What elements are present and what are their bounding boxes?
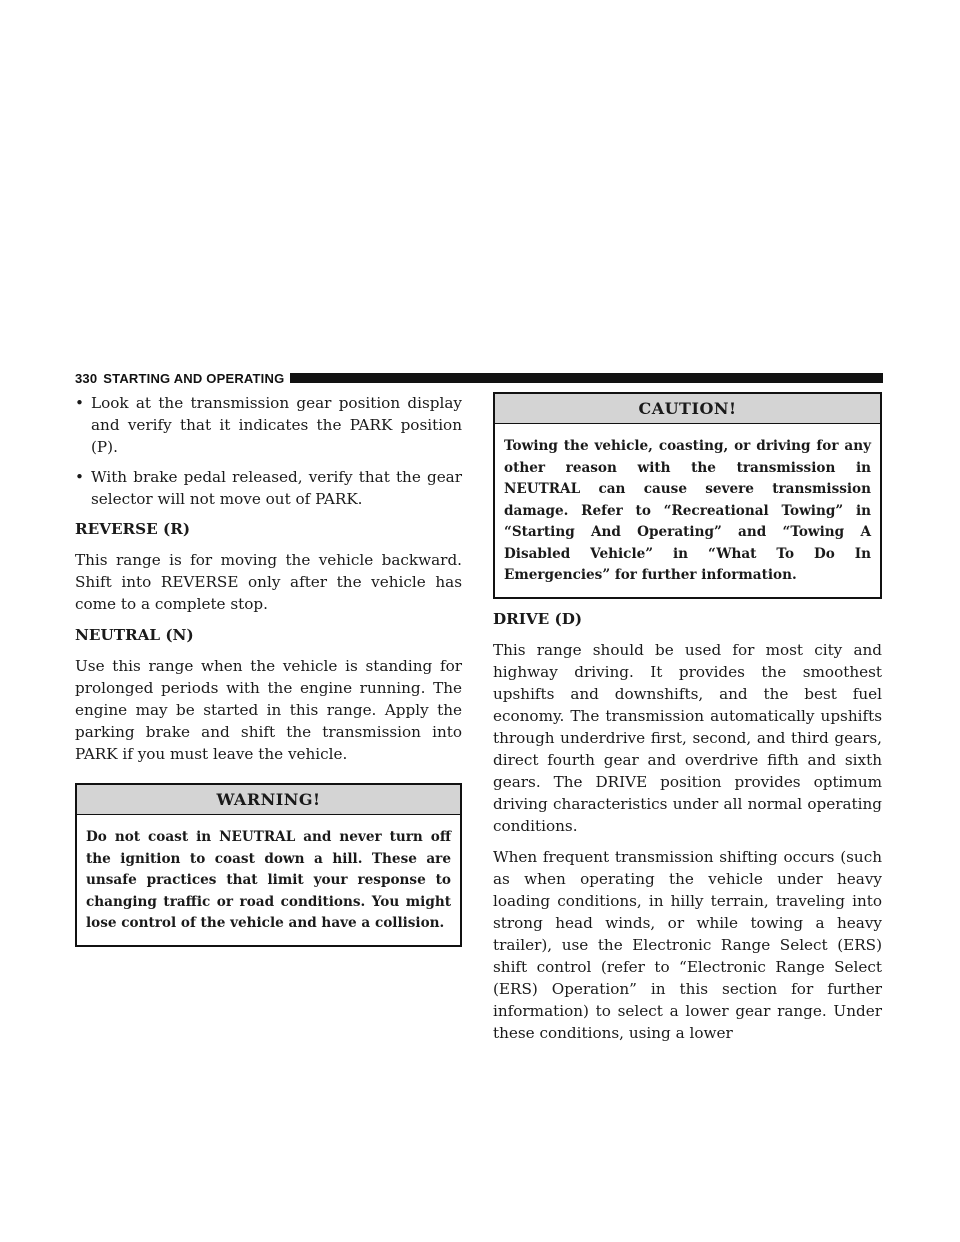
bullet-glyph: • bbox=[75, 468, 84, 486]
page-number: 330 bbox=[75, 370, 98, 386]
warning-box bbox=[75, 783, 462, 947]
bullet-glyph: • bbox=[75, 394, 84, 412]
right-column bbox=[493, 392, 882, 1053]
reverse-text: This range is for moving the vehicle backward. Shift into REVERSE only after the vehicle has come to a complete stop. bbox=[75, 551, 462, 613]
warning-title: WARNING! bbox=[77, 785, 460, 815]
caution-text: Towing the vehicle, coasting, or driving for any other reason with the transmission in NEUTRAL can cause severe transmission damage. Refer to “Recreational Towing” in “Starting And Operating” and “Towing A Disabled Vehicle” in “What To Do In Emergencies” for further information. bbox=[504, 438, 871, 583]
header-rule bbox=[290, 373, 883, 383]
drive-paragraph: This range should be used for most city and highway driving. It provides the smoothest upshifts and downshifts, and the best fuel economy. The transmission automatically upshifts through underdrive first, second, and third gears, direct fourth gear and overdrive fifth and sixth gears. The DRIVE position provides optimum driving characteristics under all normal operating conditions. bbox=[493, 640, 882, 835]
bullet-text: Look at the transmission gear position display and verify that it indicates the PARK position (P). bbox=[91, 394, 462, 456]
neutral-text: Use this range when the vehicle is standing for prolonged periods with the engine running. The engine may be started in this range. Apply the parking brake and shift the transmission into PARK if you must leave the vehicle. bbox=[75, 657, 462, 763]
caution-title: CAUTION! bbox=[495, 394, 880, 424]
left-column bbox=[75, 392, 462, 947]
neutral-heading: NEUTRAL (N) bbox=[75, 626, 194, 644]
list-item bbox=[75, 466, 462, 510]
list-item bbox=[75, 392, 462, 458]
page-header bbox=[75, 369, 883, 387]
section-title: STARTING AND OPERATING bbox=[103, 370, 285, 386]
caution-box bbox=[493, 392, 882, 599]
warning-text: Do not coast in NEUTRAL and never turn off the ignition to coast down a hill. These are unsafe practices that limit your response to changing traffic or road conditions. You might lose control of the vehicle and have a collision. bbox=[86, 829, 451, 931]
drive-heading: DRIVE (D) bbox=[493, 609, 583, 628]
bullet-text: With brake pedal released, verify that the gear selector will not move out of PARK. bbox=[91, 468, 462, 508]
drive-paragraph: When frequent transmission shifting occurs (such as when operating the vehicle under heavy loading conditions, in hilly terrain, traveling into strong head winds, or while towing a heavy trailer), use the Electronic Range Select (ERS) shift control (refer to “Electronic Range Select (ERS) Operation” in this section for further information) to select a lower gear range. Under these conditions, using a lower bbox=[493, 847, 882, 1042]
reverse-heading: REVERSE (R) bbox=[75, 520, 191, 538]
